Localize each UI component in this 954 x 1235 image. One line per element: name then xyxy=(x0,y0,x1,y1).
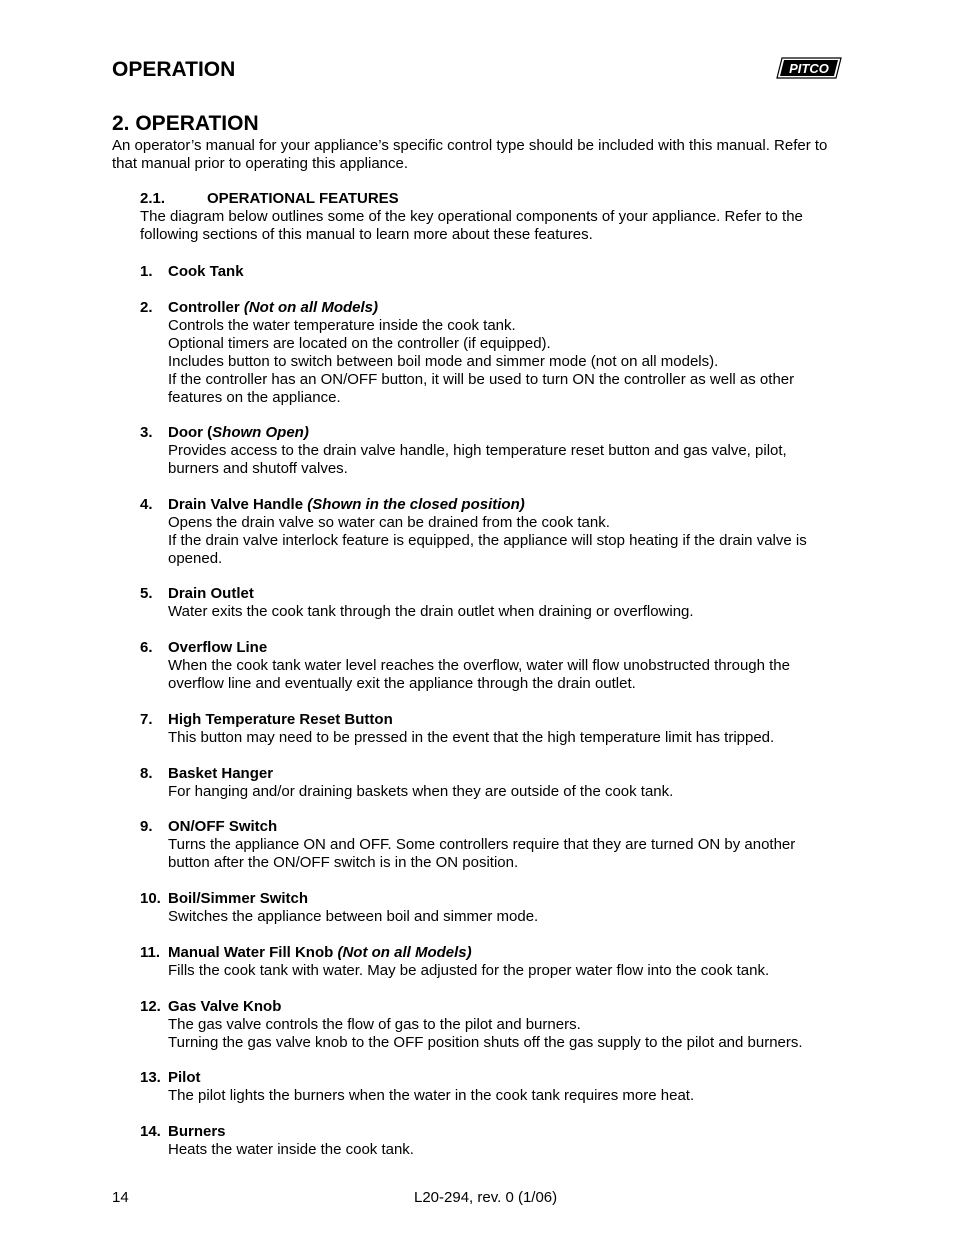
subsection xyxy=(140,190,840,244)
item-heading xyxy=(140,944,840,962)
item-line: If the drain valve interlock feature is equipped, the appliance will stop heating if the drain valve is opened. xyxy=(168,532,807,567)
item-title: Controller xyxy=(168,299,244,316)
item-note: (Shown in the closed position) xyxy=(307,496,525,513)
header-title: OPERATION xyxy=(112,58,236,81)
list-item xyxy=(140,818,840,872)
subsection-title xyxy=(140,190,840,208)
item-description xyxy=(140,908,840,926)
list-item xyxy=(140,944,840,980)
document-id: L20-294, rev. 0 (1/06) xyxy=(414,1189,558,1206)
item-number: 11. xyxy=(140,944,161,961)
item-line: When the cook tank water level reaches the overflow, water will flow unobstructed through the overflow line and eventually exit the appliance through the drain outlet. xyxy=(168,657,790,692)
item-number: 4. xyxy=(140,496,153,513)
list-item xyxy=(140,1069,840,1105)
item-heading xyxy=(140,818,840,836)
list-item xyxy=(140,639,840,693)
item-heading xyxy=(140,585,840,603)
item-number: 14. xyxy=(140,1123,161,1140)
item-description xyxy=(140,783,840,801)
item-line: Includes button to switch between boil mode and simmer mode (not on all models). xyxy=(168,353,719,370)
item-number: 2. xyxy=(140,299,153,316)
list-item xyxy=(140,1123,840,1159)
subsection-text: The diagram below outlines some of the key operational components of your appliance. Refer to the following sections of this manual to learn more about these features. xyxy=(140,208,803,243)
item-heading xyxy=(140,711,840,729)
section-intro: An operator’s manual for your appliance’s specific control type should be included with this manual. Refer to that manual prior to operating this appliance. xyxy=(112,137,828,172)
list-item xyxy=(140,998,840,1052)
item-title: Door ( xyxy=(168,424,213,441)
item-title: Drain Outlet xyxy=(168,585,254,602)
subsection-number: 2.1. xyxy=(140,190,166,207)
item-line: Turns the appliance ON and OFF. Some controllers require that they are turned ON by another button after the ON/OFF switch is in the ON position. xyxy=(168,836,796,871)
item-title: Boil/Simmer Switch xyxy=(168,890,309,907)
list-item xyxy=(140,424,840,478)
list-item xyxy=(140,585,840,621)
item-number: 13. xyxy=(140,1069,161,1086)
item-note: (Not on all Models) xyxy=(337,944,472,961)
item-description xyxy=(140,603,840,621)
item-description xyxy=(140,836,840,872)
item-title: High Temperature Reset Button xyxy=(168,711,393,728)
item-line: Turning the gas valve knob to the OFF position shuts off the gas supply to the pilot and burners. xyxy=(168,1034,803,1051)
item-line: Fills the cook tank with water. May be adjusted for the proper water flow into the cook tank. xyxy=(168,962,770,979)
list-item xyxy=(140,496,840,568)
item-description xyxy=(140,514,840,568)
item-line: Switches the appliance between boil and simmer mode. xyxy=(168,908,539,925)
pitco-logo xyxy=(776,57,842,79)
item-number: 7. xyxy=(140,711,153,728)
item-title: ON/OFF Switch xyxy=(168,818,278,835)
item-heading xyxy=(140,998,840,1016)
subsection-title-text: OPERATIONAL FEATURES xyxy=(207,190,399,207)
item-description xyxy=(140,729,840,747)
item-heading xyxy=(140,424,840,442)
list-item xyxy=(140,765,840,801)
item-number: 6. xyxy=(140,639,153,656)
item-title: Manual Water Fill Knob xyxy=(168,944,338,961)
item-line: Water exits the cook tank through the drain outlet when draining or overflowing. xyxy=(168,603,694,620)
item-description xyxy=(140,962,840,980)
page-number: 14 xyxy=(112,1189,129,1206)
item-number: 8. xyxy=(140,765,153,782)
item-line: For hanging and/or draining baskets when they are outside of the cook tank. xyxy=(168,783,674,800)
item-title: Burners xyxy=(168,1123,226,1140)
item-heading xyxy=(140,496,840,514)
item-title: Drain Valve Handle xyxy=(168,496,308,513)
item-number: 10. xyxy=(140,890,161,907)
item-description xyxy=(140,657,840,693)
item-description xyxy=(140,317,840,407)
item-description xyxy=(140,1087,840,1105)
item-description xyxy=(140,1141,840,1159)
item-title: Cook Tank xyxy=(168,263,244,280)
item-heading xyxy=(140,1123,840,1141)
item-title: Overflow Line xyxy=(168,639,268,656)
list-item xyxy=(140,711,840,747)
item-title: Basket Hanger xyxy=(168,765,274,782)
item-heading xyxy=(140,1069,840,1087)
item-line: The pilot lights the burners when the water in the cook tank requires more heat. xyxy=(168,1087,695,1104)
list-item xyxy=(140,263,840,281)
item-heading xyxy=(140,263,840,281)
item-line: Provides access to the drain valve handle, high temperature reset button and gas valve, pilot, burners and shutoff valves. xyxy=(168,442,787,477)
item-line: If the controller has an ON/OFF button, it will be used to turn ON the controller as well as other features on the appliance. xyxy=(168,371,795,406)
item-heading xyxy=(140,890,840,908)
item-number: 1. xyxy=(140,263,153,280)
item-description xyxy=(140,1016,840,1052)
item-heading xyxy=(140,299,840,317)
item-note: Shown Open) xyxy=(212,424,309,441)
logo-text: PITCO xyxy=(789,61,829,76)
item-line: Optional timers are located on the controller (if equipped). xyxy=(168,335,551,352)
item-line: This button may need to be pressed in the event that the high temperature limit has tripped. xyxy=(168,729,775,746)
item-description xyxy=(140,442,840,478)
item-heading xyxy=(140,639,840,657)
item-number: 3. xyxy=(140,424,153,441)
item-title: Pilot xyxy=(168,1069,201,1086)
section-title: 2. OPERATION xyxy=(112,112,259,135)
item-line: Opens the drain valve so water can be drained from the cook tank. xyxy=(168,514,610,531)
item-heading xyxy=(140,765,840,783)
item-line: Controls the water temperature inside the cook tank. xyxy=(168,317,516,334)
item-line: The gas valve controls the flow of gas to the pilot and burners. xyxy=(168,1016,581,1033)
item-number: 9. xyxy=(140,818,153,835)
item-line: Heats the water inside the cook tank. xyxy=(168,1141,414,1158)
list-item xyxy=(140,299,840,407)
item-number: 5. xyxy=(140,585,153,602)
item-number: 12. xyxy=(140,998,161,1015)
item-title: Gas Valve Knob xyxy=(168,998,282,1015)
list-item xyxy=(140,890,840,926)
item-note: (Not on all Models) xyxy=(243,299,379,316)
